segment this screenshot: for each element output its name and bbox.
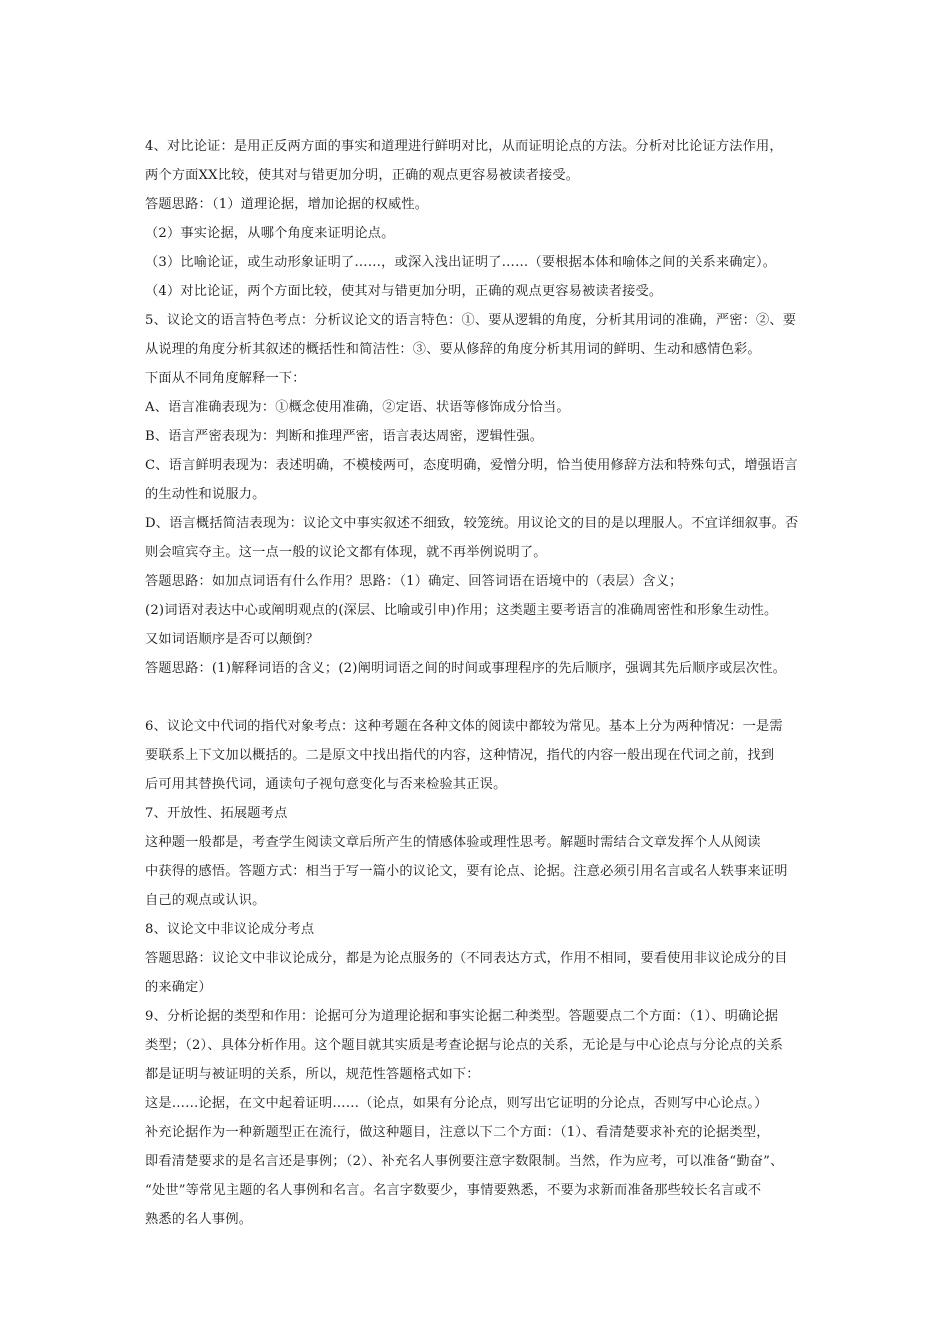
text-line: 都是证明与被证明的关系，所以，规范性答题格式如下： bbox=[145, 1067, 480, 1082]
text-line: 4、对比论证：是用正反两方面的事实和道理进行鲜明对比，从而证明论点的方法。分析对比论证方法作用， bbox=[145, 139, 783, 154]
text-line: 答题思路：（1）道理论据，增加论据的权威性。 bbox=[145, 197, 429, 212]
text-line: 补充论据作为一种新题型正在流行，做这种题目，注意以下二个方面：（1）、看清楚要求补充的论据类型， bbox=[145, 1125, 770, 1140]
text-line: 下面从不同角度解释一下： bbox=[145, 371, 306, 386]
text-line: 要联系上下文加以概括的。二是原文中找出指代的内容，这种情况，指代的内容一般出现在代词之前，找到 bbox=[145, 748, 775, 763]
text-line: 即看清楚要求的是名言还是事例；（2）、补充名人事例要注意字数限制。当然，作为应考，可以准备“勤奋”、 bbox=[145, 1154, 784, 1169]
text-line: 中获得的感悟。答题方式：相当于写一篇小的议论文，要有论点、论据。注意必须引用名言或名人轶事来证明 bbox=[145, 864, 788, 879]
text-line: D、语言概括简洁表现为：议论文中事实叙述不细致，较笼统。用议论文的目的是以理服人。不宜详细叙事。否 bbox=[145, 516, 799, 531]
text-line: （3）比喻论证，或生动形象证明了……，或深入浅出证明了……（要根据本体和喻体之间的关系来确定）。 bbox=[145, 255, 777, 270]
document-body bbox=[145, 132, 815, 1234]
text-line: 的来确定） bbox=[145, 980, 212, 995]
text-line: 类型；（2）、具体分析作用。这个题目就其实质是考查论据与论点的关系，无论是与中心论点与分论点的关系 bbox=[145, 1038, 783, 1053]
text-line: C、语言鲜明表现为：表述明确，不模棱两可，态度明确，爱憎分明，恰当使用修辞方法和特殊句式，增强语言 bbox=[145, 458, 798, 473]
text-line: B、语言严密表现为：判断和推理严密，语言表达周密，逻辑性强。 bbox=[145, 429, 544, 444]
text-line: （4）对比论证，两个方面比较，使其对与错更加分明，正确的观点更容易被读者接受。 bbox=[145, 284, 663, 299]
text-line: 自己的观点或认识。 bbox=[145, 893, 266, 908]
text-line: “处世”等常见主题的名人事例和名言。名言字数要少，事情要熟悉，不要为求新而准备那些较长名言或不 bbox=[145, 1183, 762, 1198]
text-line: (2)词语对表达中心或阐明观点的(深层、比喻或引申)作用；这类题主要考语言的准确周密性和形象生动性。 bbox=[145, 603, 778, 618]
text-line: 两个方面XX比较，使其对与错更加分明，正确的观点更容易被读者接受。 bbox=[145, 168, 580, 183]
text-line: 则会喧宾夺主。这一点一般的议论文都有体现，就不再举例说明了。 bbox=[145, 545, 547, 560]
text-line: 又如词语顺序是否可以颠倒？ bbox=[145, 632, 320, 647]
text-line: 6、议论文中代词的指代对象考点：这种考题在各种文体的阅读中都较为常见。基本上分为两种情况：一是需 bbox=[145, 719, 783, 734]
text-line: 8、议论文中非议论成分考点 bbox=[145, 922, 315, 937]
text-line: 这种题一般都是，考查学生阅读文章后所产生的情感体验或理性思考。解题时需结合文章发挥个人从阅读 bbox=[145, 835, 761, 850]
text-line: 答题思路：议论文中非议论成分，都是为论点服务的（不同表达方式，作用不相同，要看使用非议论成分的目 bbox=[145, 951, 788, 966]
text-line: 后可用其替换代词，通读句子视句意变化与否来检验其正误。 bbox=[145, 777, 507, 792]
paragraph-gap bbox=[145, 683, 815, 712]
text-line: 答题思路：(1)解释词语的含义；(2)阐明词语之间的时间或事理程序的先后顺序，强调其先后顺序或层次性。 bbox=[145, 661, 786, 676]
text-line: 的生动性和说服力。 bbox=[145, 487, 266, 502]
text-line: A、语言准确表现为：①概念使用准确，②定语、状语等修饰成分恰当。 bbox=[145, 400, 570, 415]
text-line: 答题思路：如加点词语有什么作用？思路：（1）确定、回答词语在语境中的（表层）含义； bbox=[145, 574, 683, 589]
text-line: 5、议论文的语言特色考点：分析议论文的语言特色：①、要从逻辑的角度，分析其用词的准确，严密：②、要 bbox=[145, 313, 797, 328]
text-line: 熟悉的名人事例。 bbox=[145, 1212, 253, 1227]
text-line: （2）事实论据，从哪个角度来证明论点。 bbox=[145, 226, 395, 241]
text-line: 7、开放性、拓展题考点 bbox=[145, 806, 288, 821]
text-line: 从说理的角度分析其叙述的概括性和简洁性：③、要从修辞的角度分析其用词的鲜明、生动和感情色彩。 bbox=[145, 342, 761, 357]
text-line: 9、分析论据的类型和作用：论据可分为道理论据和事实论据二种类型。答题要点二个方面：（1）、明确论据 bbox=[145, 1009, 779, 1024]
text-line: 这是……论据，在文中起着证明……（论点，如果有分论点，则写出它证明的分论点，否则写中心论点。） bbox=[145, 1096, 768, 1111]
